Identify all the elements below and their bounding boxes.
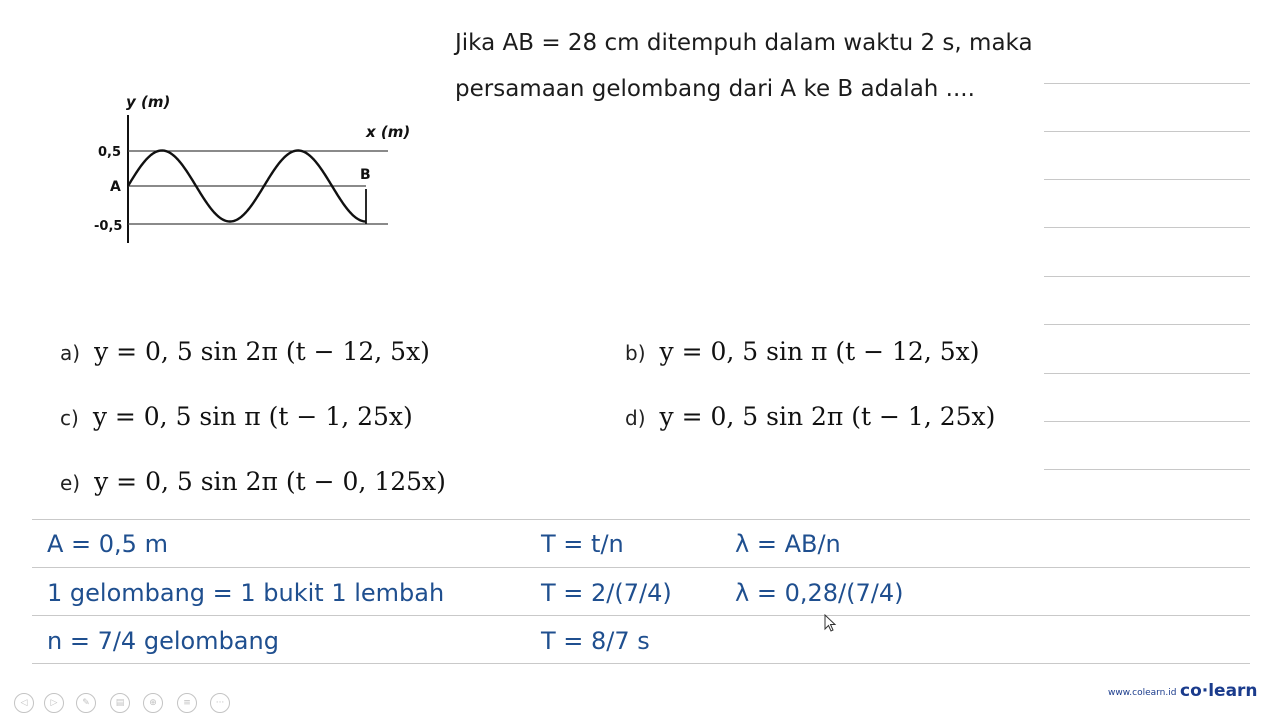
more-icon[interactable]: ···	[210, 693, 230, 713]
option-equation: y = 0, 5 sin 2π (t − 1, 25x)	[659, 402, 996, 431]
option-label: b)	[625, 341, 646, 365]
option-label: d)	[625, 406, 646, 430]
option-b[interactable]	[625, 337, 979, 366]
wave-graph	[90, 85, 410, 265]
option-equation: y = 0, 5 sin π (t − 1, 25x)	[92, 402, 413, 431]
question-text	[455, 20, 1055, 112]
ruled-line	[1044, 324, 1250, 325]
ruled-line	[1044, 421, 1250, 422]
y-axis-label: y (m)	[126, 93, 171, 111]
layers-icon[interactable]: ▤	[110, 693, 130, 713]
prev-icon[interactable]: ◁	[14, 693, 34, 713]
table-divider	[32, 663, 1250, 664]
tick-a: A	[110, 179, 121, 195]
solution-cell: n = 7/4 gelombang	[47, 627, 279, 655]
option-a[interactable]	[60, 337, 430, 366]
point-b-label: B	[360, 167, 371, 183]
ruled-line	[1044, 83, 1250, 84]
solution-cell: A = 0,5 m	[47, 530, 168, 558]
option-d[interactable]	[625, 402, 995, 431]
ruled-line	[1044, 227, 1250, 228]
brand-logo: co·learn	[1180, 681, 1258, 701]
tick-bottom: -0,5	[94, 219, 123, 234]
x-axis-label: x (m)	[366, 123, 410, 141]
option-label: c)	[60, 406, 79, 430]
solution-cell: T = t/n	[541, 530, 624, 558]
solution-cell: T = 8/7 s	[541, 627, 650, 655]
solution-cell: T = 2/(7/4)	[541, 579, 672, 607]
ruled-line	[1044, 179, 1250, 180]
option-equation: y = 0, 5 sin π (t − 12, 5x)	[659, 337, 980, 366]
next-icon[interactable]: ▷	[44, 693, 64, 713]
solution-cell: λ = 0,28/(7/4)	[735, 579, 904, 607]
ruled-line	[1044, 469, 1250, 470]
cursor-icon	[824, 614, 838, 634]
brand-url: www.colearn.id	[1108, 688, 1177, 698]
menu-icon[interactable]: ≡	[177, 693, 197, 713]
question-line-1: Jika AB = 28 cm ditempuh dalam waktu 2 s, maka	[455, 30, 1033, 56]
question-line-2: persamaan gelombang dari A ke B adalah ....	[455, 76, 975, 102]
solution-cell: λ = AB/n	[735, 530, 841, 558]
table-divider	[32, 567, 1250, 568]
ruled-line	[1044, 131, 1250, 132]
option-label: e)	[60, 471, 81, 495]
table-divider	[32, 519, 1250, 520]
option-c[interactable]	[60, 402, 413, 431]
option-e[interactable]	[60, 467, 446, 496]
solution-cell: 1 gelombang = 1 bukit 1 lembah	[47, 579, 445, 607]
option-equation: y = 0, 5 sin 2π (t − 0, 125x)	[94, 467, 446, 496]
table-divider	[32, 615, 1250, 616]
zoom-icon[interactable]: ⊕	[143, 693, 163, 713]
ruled-line	[1044, 276, 1250, 277]
tick-top: 0,5	[98, 145, 122, 160]
option-label: a)	[60, 341, 81, 365]
option-equation: y = 0, 5 sin 2π (t − 12, 5x)	[94, 337, 430, 366]
pen-icon[interactable]: ✎	[76, 693, 96, 713]
ruled-line	[1044, 373, 1250, 374]
